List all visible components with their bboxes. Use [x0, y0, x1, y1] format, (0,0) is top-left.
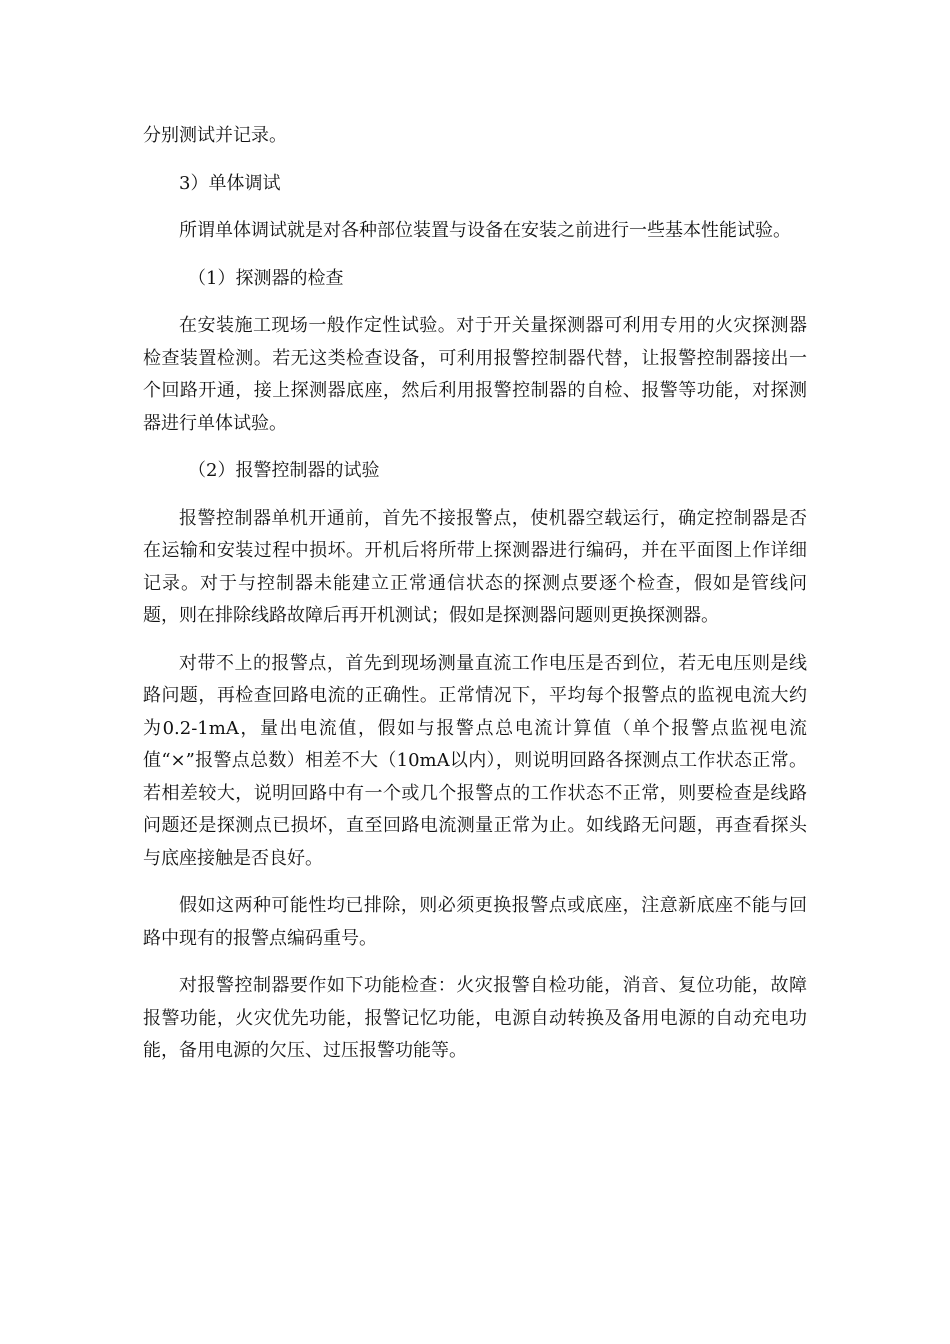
document-body [143, 120, 807, 1083]
body-paragraph-controller-functions: 对报警控制器要作如下功能检查：火灾报警自检功能，消音、复位功能，故障报警功能，火灾优先功能，报警记忆功能，电源自动转换及备用电源的自动充电功能，备用电源的欠压、过压报警功能等。 [143, 975, 807, 1061]
subsection-heading-detector-check: （1）探测器的检查 [188, 267, 344, 289]
body-paragraph-unit-debugging-definition: 所谓单体调试就是对各种部位装置与设备在安装之前进行一些基本性能试验。 [179, 220, 791, 241]
continuation-paragraph: 分别测试并记录。 [143, 125, 287, 146]
body-paragraph-detector-check: 在安装施工现场一般作定性试验。对于开关量探测器可利用专用的火灾探测器检查装置检测。若无这类检查设备，可利用报警控制器代替，让报警控制器接出一个回路开通，接上探测器底座，然后利用报警控制器的自检、报警等功能，对探测器进行单体试验。 [143, 315, 807, 434]
body-paragraph-controller-startup: 报警控制器单机开通前，首先不接报警点，使机器空载运行，确定控制器是否在运输和安装过程中损坏。开机后将所带上探测器进行编码，并在平面图上作详细记录。对于与控制器未能建立正常通信状态的探测点要逐个检查，假如是管线问题，则在排除线路故障后再开机测试；假如是探测器问题则更换探测器。 [143, 507, 807, 626]
subsection-heading-controller-test: （2）报警控制器的试验 [188, 460, 380, 481]
section-heading-unit-debugging: 3）单体调试 [179, 172, 281, 194]
body-paragraph-unresponsive-points: 对带不上的报警点，首先到现场测量直流工作电压是否到位，若无电压则是线路问题，再检查回路电流的正确性。正常情况下，平均每个报警点的监视电流大约为0.2-1mA，量出电流值，假如与报警点总电流计算值（单个报警点监视电流值“×”报警点总数）相差不大（10mA以内），则说明回路各探测点工作状态正常。若相差较大，说明回路中有一个或几个报警点的工作状态不正常，则要检查是线路问题还是探测点已损坏，直至回路电流测量正常为止。如线路无问题，再查看探头与底座接触是否良好。 [143, 652, 807, 869]
body-paragraph-replace-point: 假如这两种可能性均已排除，则必须更换报警点或底座，注意新底座不能与回路中现有的报警点编码重号。 [143, 895, 807, 949]
